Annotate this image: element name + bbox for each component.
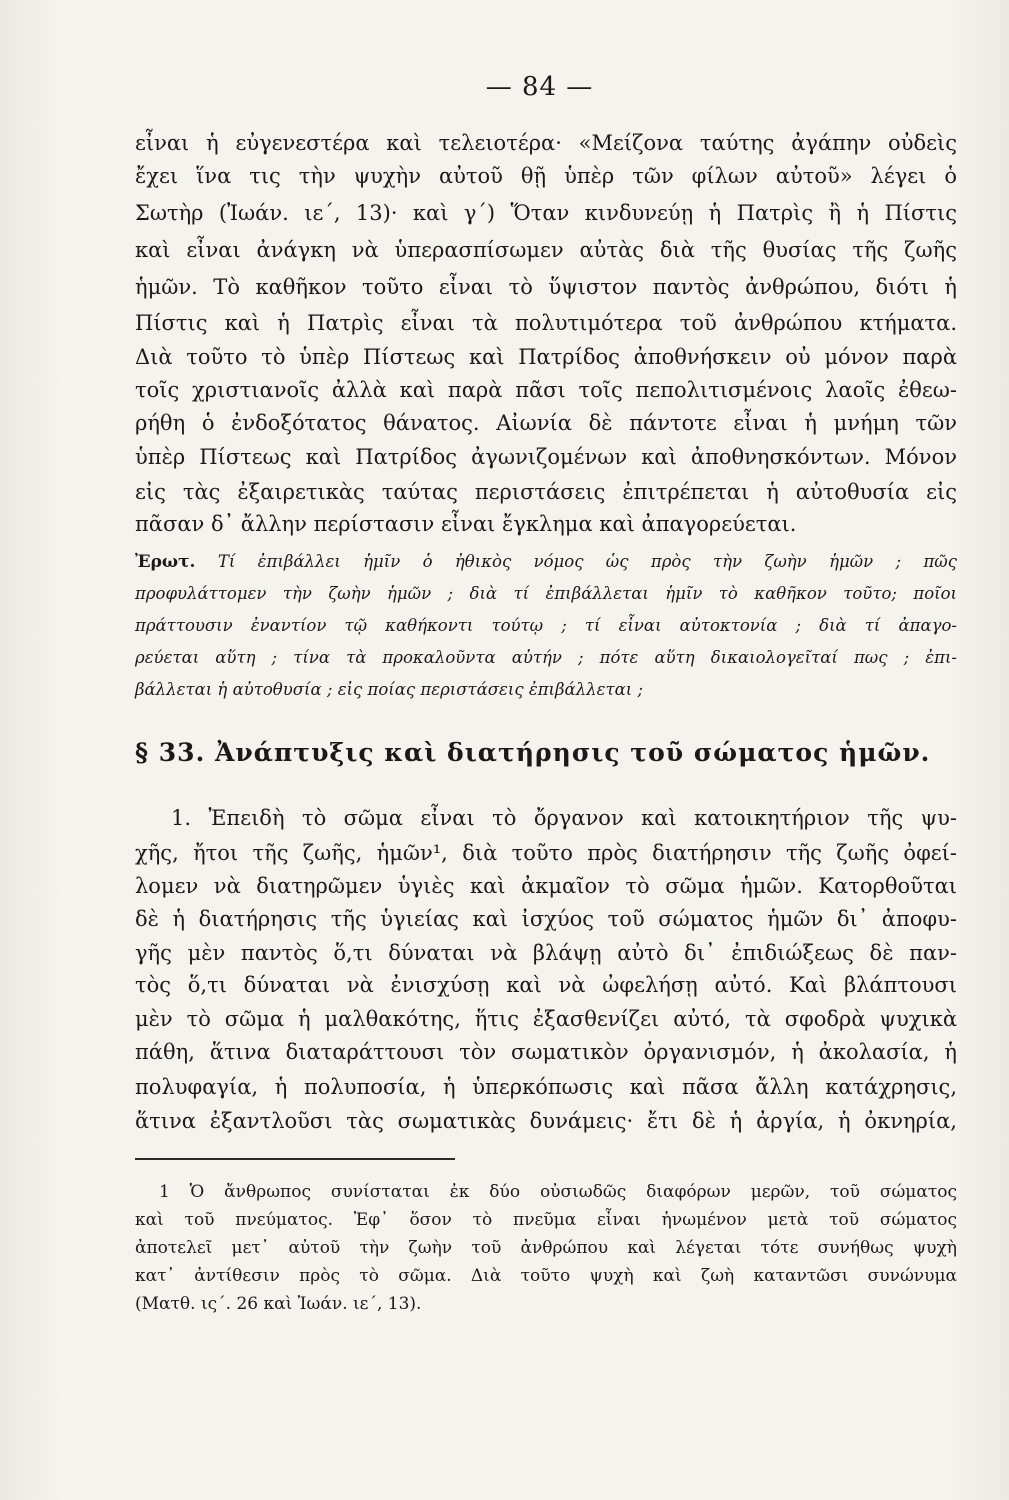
paragraph-line: γῆς μὲν παντὸς ὅ,τι δύναται νὰ βλάψῃ αὐτὸ δι᾽ ἐπιδιώξεως δὲ παν-	[135, 941, 957, 965]
question-line: προφυλάττομεν τὴν ζωὴν ἡμῶν ; διὰ τί ἐπιβάλλεται ἡμῖν τὸ καθῆκον τοῦτο; ποῖοι	[135, 584, 957, 603]
paragraph-line: πολυφαγία, ἡ πολυποσία, ἡ ὑπερκόπωσις καὶ πᾶσα ἄλλη κατάχρησις,	[135, 1075, 957, 1099]
footnote-line: καὶ τοῦ πνεύματος. Ἐφ᾽ ὅσον τὸ πνεῦμα εἶναι ἡνωμένον μετὰ τοῦ σώματος	[135, 1210, 957, 1230]
body-line: τοῖς χριστιανοῖς ἀλλὰ καὶ παρὰ πᾶσι τοῖς πεπολιτισμένοις λαοῖς ἐθεω-	[135, 378, 957, 402]
footnote-divider	[135, 1158, 455, 1160]
question-line: ρεύεται αὕτη ; τίνα τὰ προκαλοῦντα αὐτήν ; πότε αὕτη δικαιολογεῖταί πως ; ἐπι-	[135, 648, 957, 667]
paragraph-line: λομεν νὰ διατηρῶμεν ὑγιὲς καὶ ἀκμαῖον τὸ σῶμα ἡμῶν. Κατορθοῦται	[135, 874, 957, 898]
paragraph-line: πάθη, ἅτινα διαταράττουσι τὸν σωματικὸν ὀργανισμόν, ἡ ἀκολασία, ἡ	[135, 1040, 957, 1064]
body-line: καὶ εἶναι ἀνάγκη νὰ ὑπερασπίσωμεν αὐτὰς διὰ τῆς θυσίας τῆς ζωῆς	[135, 238, 957, 262]
body-line: πᾶσαν δ᾽ ἄλλην περίστασιν εἶναι ἔγκλημα καὶ ἀπαγορεύεται.	[135, 512, 797, 536]
body-line: Σωτὴρ (Ἰωάν. ιε΄, 13)· καὶ γ΄) Ὅταν κινδυνεύῃ ἡ Πατρὶς ἢ ἡ Πίστις	[135, 201, 957, 225]
body-line: ὑπὲρ Πίστεως καὶ Πατρίδος ἀγωνιζομένων καὶ ἀποθνησκόντων. Μόνον	[135, 445, 957, 469]
body-line: εἰς τὰς ἐξαιρετικὰς ταύτας περιστάσεις ἐπιτρέπεται ἡ αὐτοθυσία εἰς	[135, 480, 957, 504]
paragraph-line: τὸς ὅ,τι δύναται νὰ ἐνισχύσῃ καὶ νὰ ὠφελήσῃ αὐτό. Καὶ βλάπτουσι	[135, 973, 957, 997]
body-line: ἡμῶν. Τὸ καθῆκον τοῦτο εἶναι τὸ ὕψιστον παντὸς ἀνθρώπου, διότι ἡ	[135, 275, 957, 299]
footnote-line: ἀποτελεῖ μετ᾽ αὐτοῦ τὴν ζωὴν τοῦ ἀνθρώπου καὶ λέγεται τότε συνήθως ψυχὴ	[135, 1238, 957, 1258]
section-heading: § 33. Ἀνάπτυξις καὶ διατήρησις τοῦ σώματος ἡμῶν.	[135, 738, 931, 767]
footnote-line: 1 Ὁ ἄνθρωπος συνίσταται ἐκ δύο οὐσιωδῶς διαφόρων μερῶν, τοῦ σώματος	[159, 1182, 957, 1202]
footnote-line: (Ματθ. ις΄. 26 καὶ Ἰωάν. ιε΄, 13).	[135, 1294, 422, 1314]
paragraph-line: ἅτινα ἐξαντλοῦσι τὰς σωματικὰς δυνάμεις· ἔτι δὲ ἡ ἀργία, ἡ ὀκνηρία,	[135, 1109, 957, 1133]
paragraph-line: χῆς, ἤτοι τῆς ζωῆς, ἡμῶν¹, διὰ τοῦτο πρὸς διατήρησιν τῆς ζωῆς ὀφεί-	[135, 841, 957, 865]
body-line: ἔχει ἵνα τις τὴν ψυχὴν αὐτοῦ θῇ ὑπὲρ τῶν φίλων αὐτοῦ» λέγει ὁ	[135, 164, 957, 188]
body-line: ρήθη ὁ ἐνδοξότατος θάνατος. Αἰωνία δὲ πάντοτε εἶναι ἡ μνήμη τῶν	[135, 411, 957, 435]
paragraph-line: 1. Ἐπειδὴ τὸ σῶμα εἶναι τὸ ὄργανον καὶ κατοικητήριον τῆς ψυ-	[171, 806, 957, 830]
footnote-line: κατ᾽ ἀντίθεσιν πρὸς τὸ σῶμα. Διὰ τοῦτο ψυχὴ καὶ ζωὴ καταντῶσι συνώνυμα	[135, 1266, 957, 1286]
body-line: Πίστις καὶ ἡ Πατρὶς εἶναι τὰ πολυτιμότερα τοῦ ἀνθρώπου κτήματα.	[135, 311, 957, 335]
paragraph-line: μὲν τὸ σῶμα ἡ μαλθακότης, ἥτις ἐξασθενίζει αὐτό, τὰ σφοδρὰ ψυχικὰ	[135, 1007, 957, 1031]
paragraph-line: δὲ ἡ διατήρησις τῆς ὑγιείας καὶ ἰσχύος τοῦ σώματος ἡμῶν δι᾽ ἀποφυ-	[135, 907, 957, 931]
page-number: — 84 —	[485, 72, 594, 102]
question-label: Ἐρωτ.	[135, 552, 196, 572]
question-line	[135, 554, 957, 571]
body-line: Διὰ τοῦτο τὸ ὑπὲρ Πίστεως καὶ Πατρίδος ἀποθνήσκειν οὐ μόνον παρὰ	[135, 345, 957, 369]
question-text: Τί ἐπιβάλλει ἡμῖν ὁ ἠθικὸς νόμος ὡς πρὸς τὴν ζωὴν ἡμῶν ; πῶς	[217, 552, 957, 571]
question-line: πράττουσιν ἐναντίον τῷ καθήκοντι τούτῳ ; τί εἶναι αὐτοκτονία ; διὰ τί ἀπαγο-	[135, 616, 957, 635]
question-line: βάλλεται ἡ αὐτοθυσία ; εἰς ποίας περιστάσεις ἐπιβάλλεται ;	[135, 680, 644, 699]
body-line: εἶναι ἡ εὐγενεστέρα καὶ τελειοτέρα· «Μείζονα ταύτης ἀγάπην οὐδεὶς	[135, 131, 957, 155]
